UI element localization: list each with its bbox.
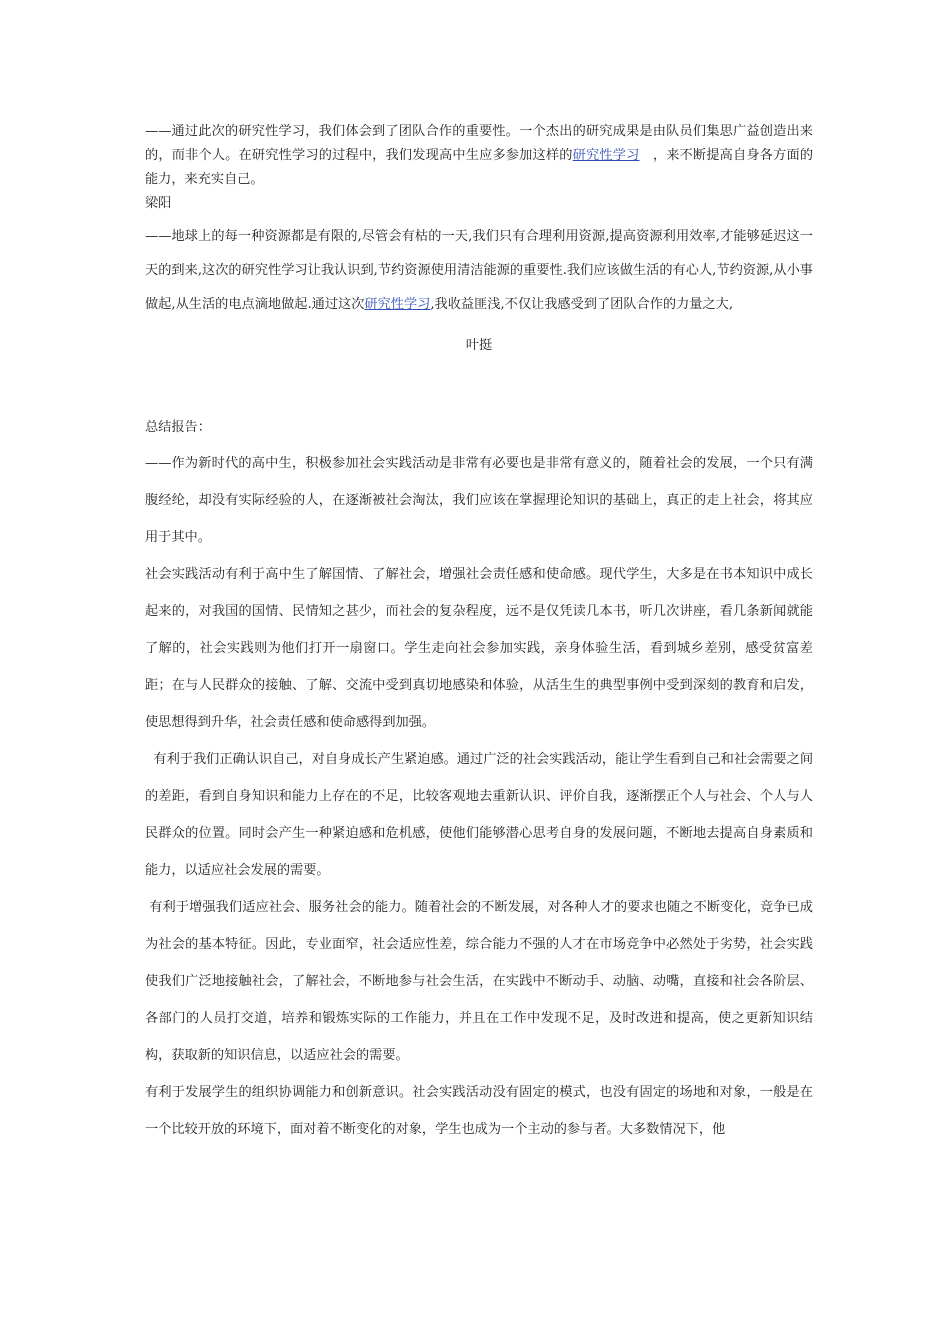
report-paragraph: ——作为新时代的高中生，积极参加社会实践活动是非常有必要也是非常有意义的，随着社会的发展，一个只有满腹经纶，却没有实际经验的人，在逐渐被社会淘汰，我们应该在掌握理论知识的基础上，真正的走上社会，将其应用于其中。: [145, 456, 813, 545]
report-paragraph: 有利于我们正确认识自己，对自身成长产生紧迫感。通过广泛的社会实践活动，能让学生看到自己和社会需要之间的差距，看到自身知识和能力上存在的不足，比较客观地去重新认识、评价自我，逐渐摆正个人与社会、个人与人民群众的位置。同时会产生一种紧迫感和危机感，使他们能够潜心思考自身的发展问题，不断地去提高自身素质和能力，以适应社会发展的需要。: [145, 752, 814, 878]
reflection-paragraph-liangyang: [145, 120, 813, 192]
reflection-text-start: ——地球上的每一种资源都是有限的,尽管会有枯的一天,我们只有合理利用资源,提高资源利用效率,才能够延迟这一天的到来,这次的研究性学习让我认识到,节约资源使用清洁能源的重要性.我们应该做生活的有心人,节约资源,从小事做起,从生活的电点滴地做起.通过这次: [145, 229, 813, 312]
reflection-paragraph-yeting: [145, 220, 813, 322]
research-study-link[interactable]: 研究性学习: [572, 148, 640, 163]
author-name: 叶挺: [465, 338, 493, 353]
research-study-link[interactable]: 研究性学习: [364, 297, 431, 312]
reflection-text-end: ,我收益匪浅,不仅让我感受到了团队合作的力量之大,: [430, 297, 734, 312]
report-heading: 总结报告：: [145, 420, 211, 435]
reflection-text-start: ——通过此次的研究性学习，我们体会到了团队合作的重要性。一个杰出的研究成果是由队员们集思广益创造出来的，而非个人。在研究性学习的过程中，我们发现高中生应多参加这样的: [145, 124, 813, 163]
report-paragraph: 社会实践活动有利于高中生了解国情、了解社会，增强社会责任感和使命感。现代学生，大多是在书本知识中成长起来的，对我国的国情、民情知之甚少，而社会的复杂程度，远不是仅凭读几本书，听几次讲座，看几条新闻就能了解的，社会实践则为他们打开一扇窗口。学生走向社会参加实践，亲身体验生活，看到城乡差别，感受贫富差距；在与人民群众的接触、了解、交流中受到真切地感染和体验，从活生生的典型事例中受到深刻的教育和启发，使思想得到升华，社会责任感和使命感得到加强。: [145, 567, 813, 730]
author-name: 梁阳: [145, 196, 172, 211]
report-paragraph: 有利于增强我们适应社会、服务社会的能力。随着社会的不断发展，对各种人才的要求也随之不断变化，竞争已成为社会的基本特征。因此，专业面窄，社会适应性差，综合能力不强的人才在市场竞争中必然处于劣势，社会实践使我们广泛地接触社会，了解社会，不断地参与社会生活，在实践中不断动手、动脑、动嘴，直接和社会各阶层、各部门的人员打交道，培养和锻炼实际的工作能力，并且在工作中发现不足，及时改进和提高，使之更新知识结构，获取新的知识信息，以适应社会的需要。: [145, 900, 813, 1063]
reflection-text-end: ，来不断提高自身各方面的能力，来充实自己。: [145, 148, 814, 187]
report-paragraph: 有利于发展学生的组织协调能力和创新意识。社会实践活动没有固定的模式，也没有固定的场地和对象，一般是在一个比较开放的环境下，面对着不断变化的对象，学生也成为一个主动的参与者。大多数情况下，他: [145, 1085, 813, 1137]
document-page: [145, 120, 813, 1148]
